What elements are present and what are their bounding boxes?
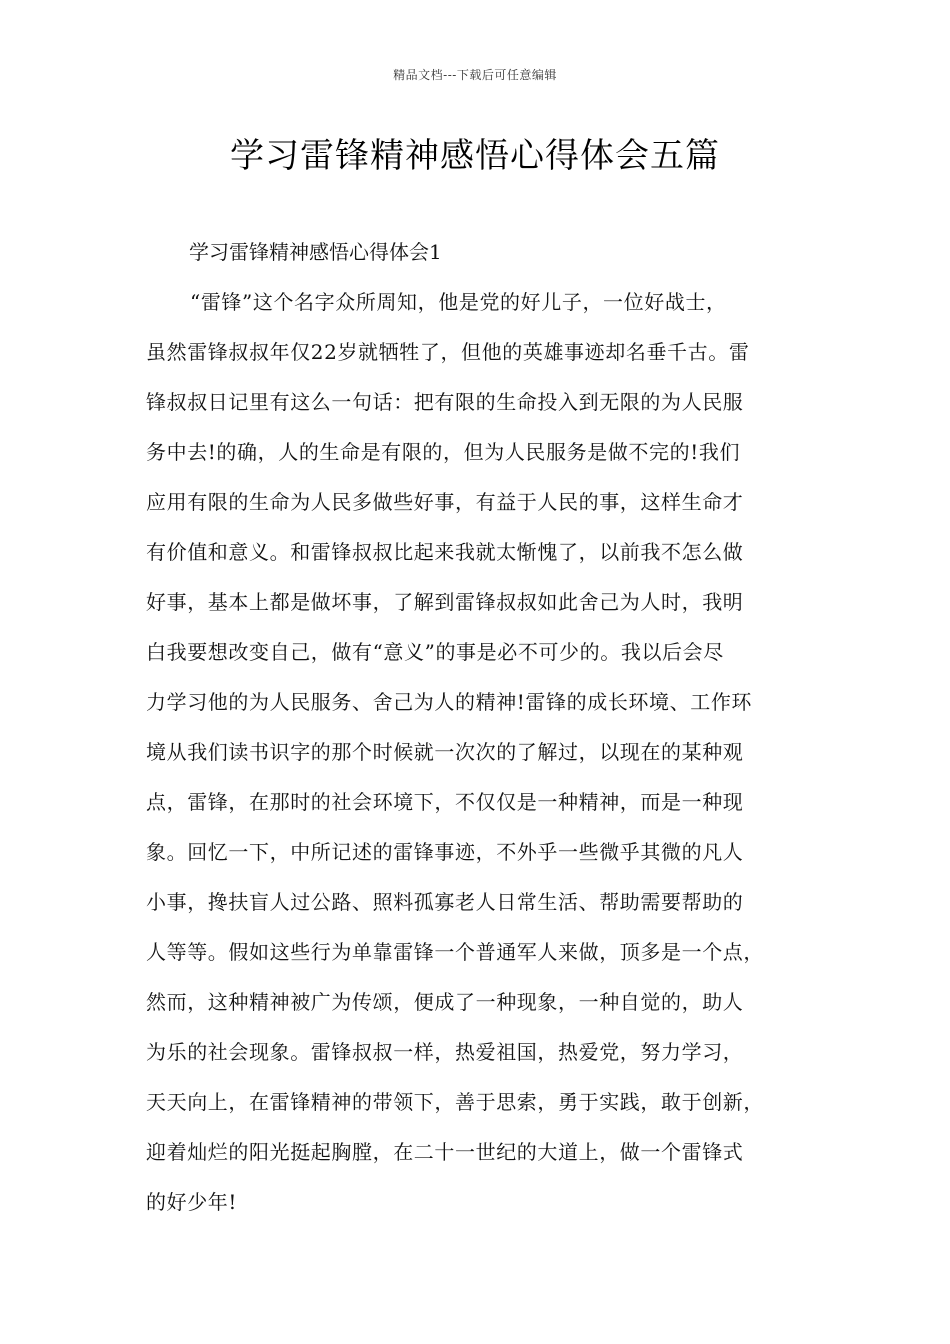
paragraph-line: 有价值和意义。和雷锋叔叔比起来我就太惭愧了，以前我不怎么做 bbox=[146, 540, 744, 564]
paragraph-line: 点，雷锋，在那时的社会环境下，不仅仅是一种精神，而是一种现 bbox=[146, 790, 744, 814]
paragraph-line: 的好少年! bbox=[146, 1190, 238, 1214]
paragraph-line: 然而，这种精神被广为传颂，便成了一种现象，一种自觉的，助人 bbox=[146, 990, 744, 1014]
paragraph-line: 象。回忆一下，中所记述的雷锋事迹，不外乎一些微乎其微的凡人 bbox=[146, 840, 744, 864]
paragraph-line: 境从我们读书识字的那个时候就一次次的了解过，以现在的某种观 bbox=[146, 740, 744, 764]
body-paragraph bbox=[146, 286, 826, 1236]
paragraph-line: 迎着灿烂的阳光挺起胸膛，在二十一世纪的大道上，做一个雷锋式 bbox=[146, 1140, 744, 1164]
document-title: 学习雷锋精神感悟心得体会五篇 bbox=[230, 136, 720, 176]
paragraph-line: 小事，搀扶盲人过公路、照料孤寡老人日常生活、帮助需要帮助的 bbox=[146, 890, 744, 914]
section-heading: 学习雷锋精神感悟心得体会1 bbox=[189, 240, 442, 264]
paragraph-line: 为乐的社会现象。雷锋叔叔一样，热爱祖国，热爱党，努力学习， bbox=[146, 1040, 744, 1064]
paragraph-line: 天天向上，在雷锋精神的带领下，善于思索，勇于实践，敢于创新， bbox=[146, 1090, 764, 1114]
paragraph-line: 好事，基本上都是做坏事，了解到雷锋叔叔如此舍己为人时，我明 bbox=[146, 590, 744, 614]
paragraph-line: 人等等。假如这些行为单靠雷锋一个普通军人来做，顶多是一个点， bbox=[146, 940, 764, 964]
paragraph-line: 白我要想改变自己，做有“意义”的事是必不可少的。我以后会尽 bbox=[146, 640, 724, 664]
paragraph-line: 应用有限的生命为人民多做些好事，有益于人民的事，这样生命才 bbox=[146, 490, 744, 514]
header-note: 精品文档---下载后可任意编辑 bbox=[393, 68, 557, 82]
paragraph-line: 虽然雷锋叔叔年仅22岁就牺牲了，但他的英雄事迹却名垂千古。雷 bbox=[146, 340, 750, 364]
paragraph-line: 务中去!的确，人的生命是有限的，但为人民服务是做不完的!我们 bbox=[146, 440, 741, 464]
paragraph-line: 锋叔叔日记里有这么一句话：把有限的生命投入到无限的为人民服 bbox=[146, 390, 744, 414]
paragraph-line: “雷锋”这个名字众所周知，他是党的好儿子，一位好战士， bbox=[190, 290, 727, 314]
paragraph-line: 力学习他的为人民服务、舍己为人的精神!雷锋的成长环境、工作环 bbox=[146, 690, 753, 714]
